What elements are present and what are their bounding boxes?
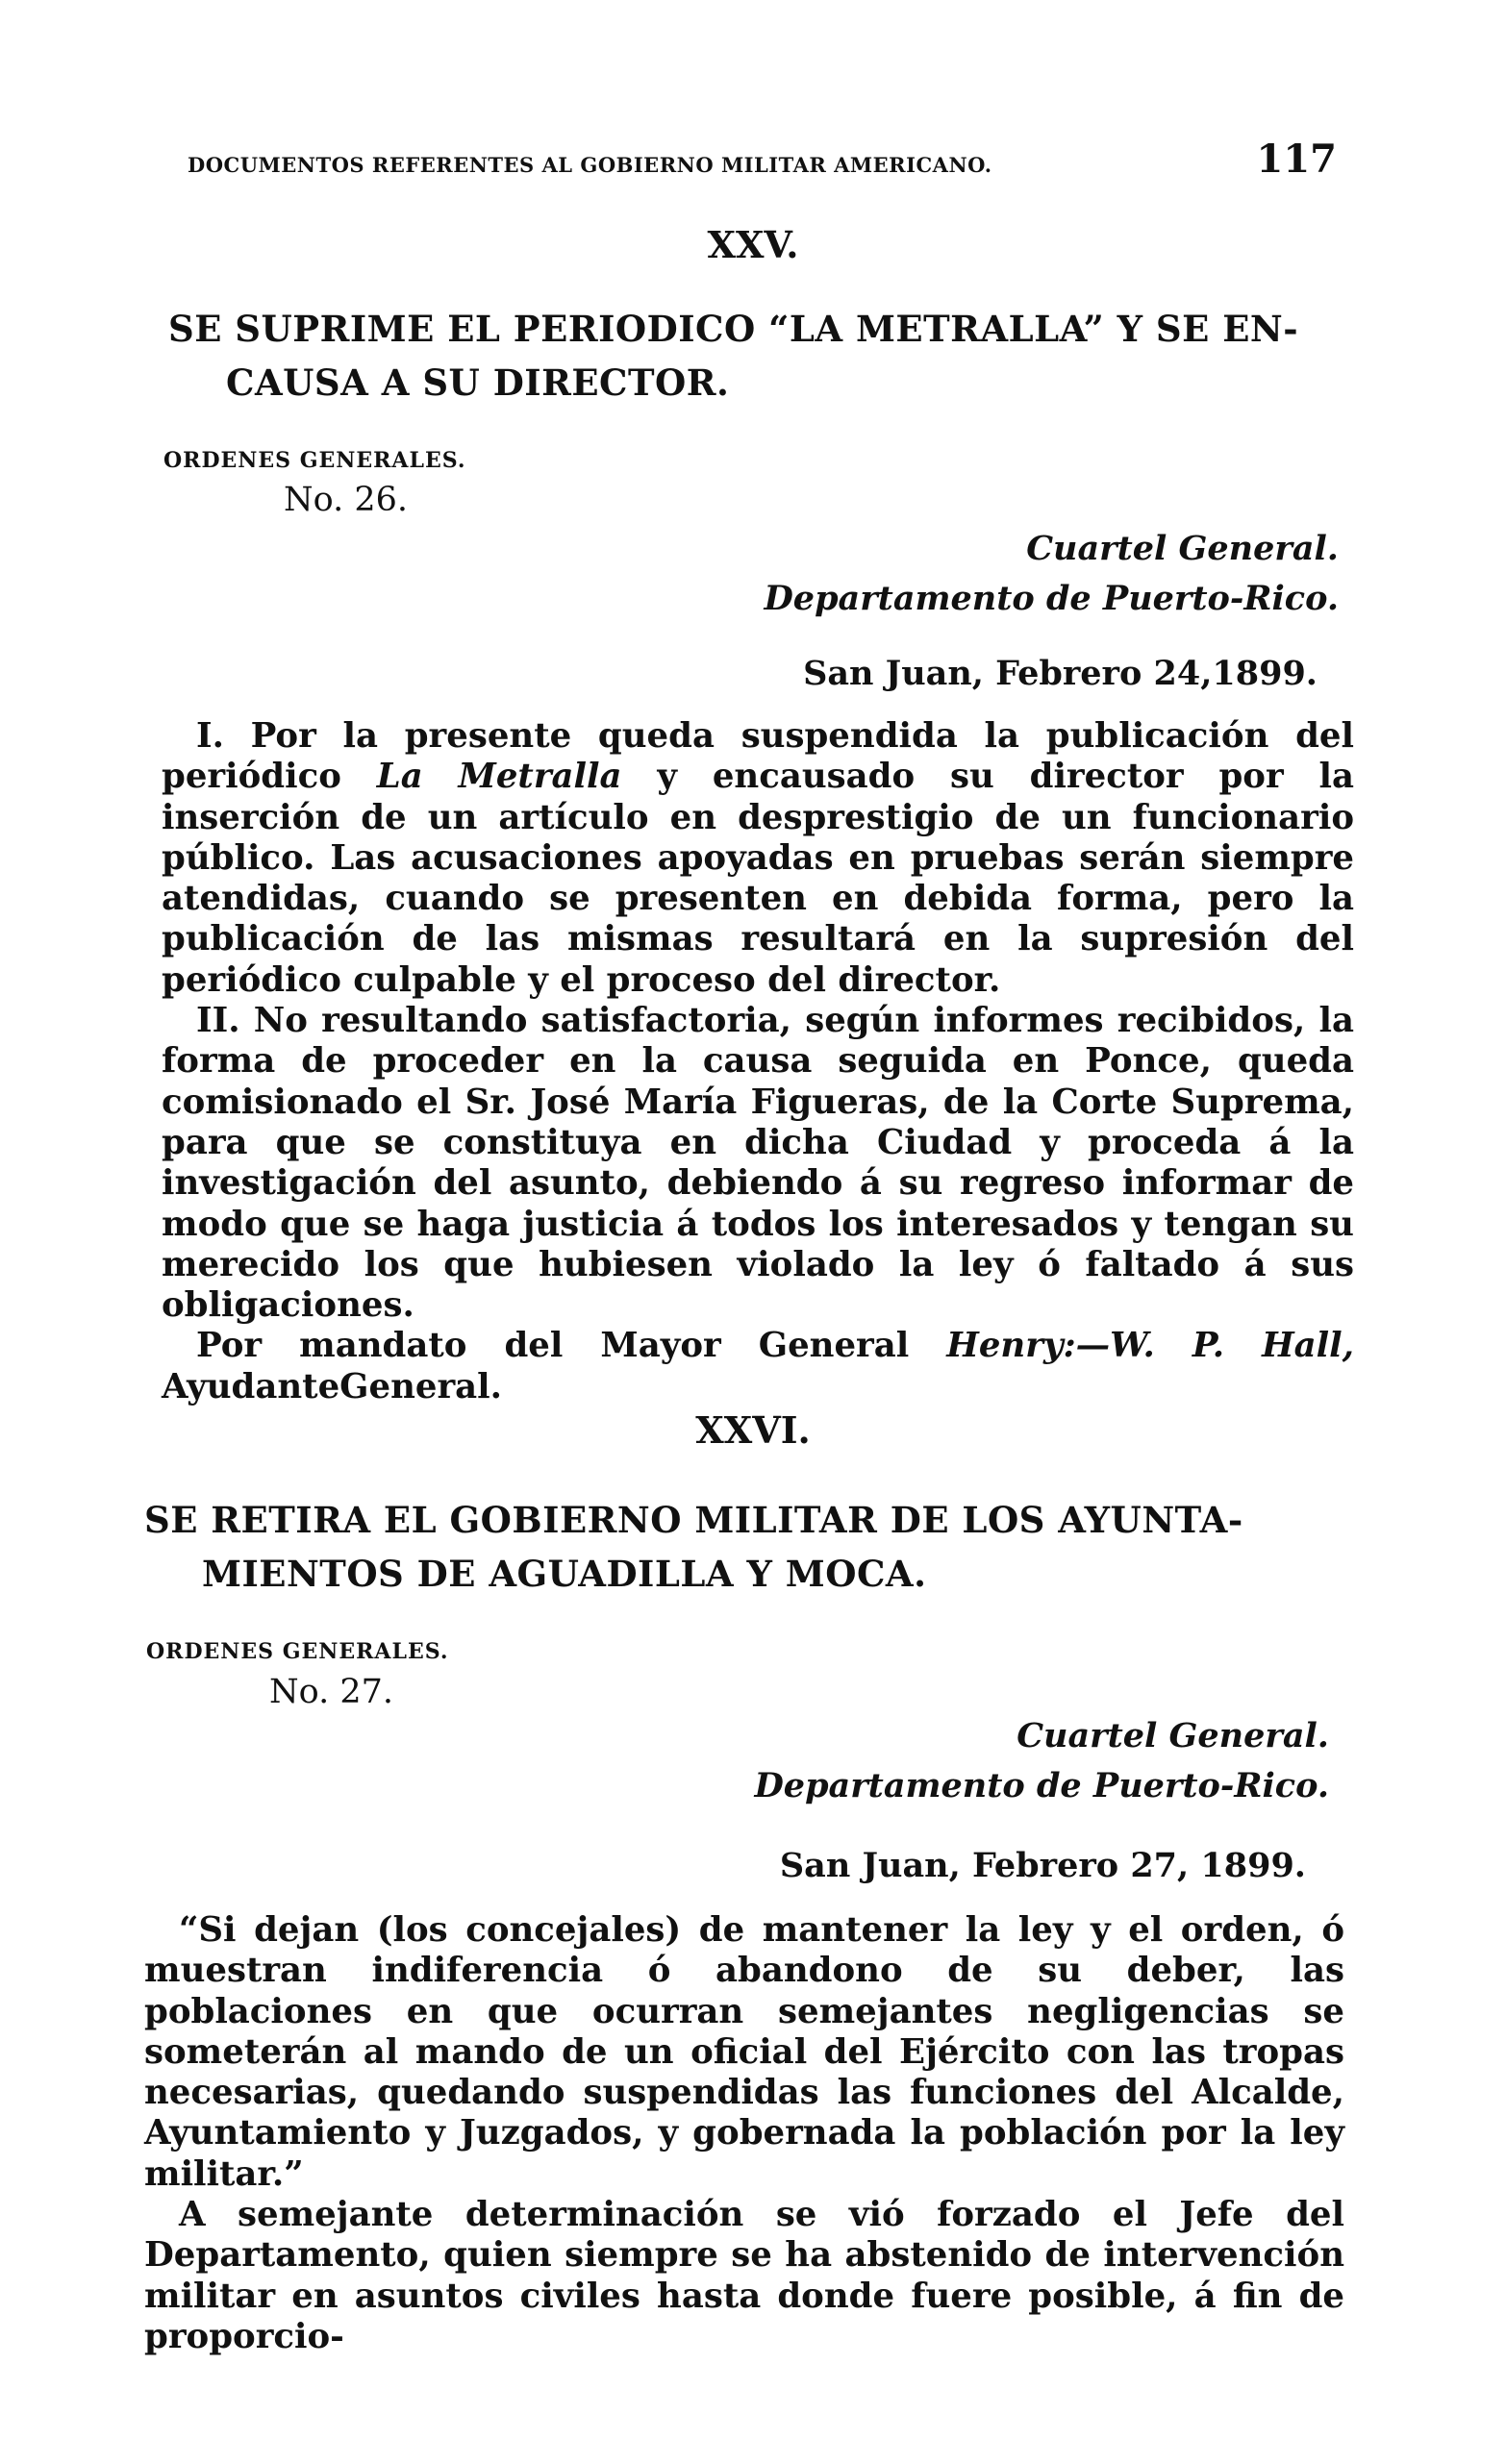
order-date: San Juan, Febrero 24,1899. [803,654,1318,693]
section-title-line2: MIENTOS DE AGUADILLA Y MOCA. [202,1553,927,1595]
headquarters-block [577,1711,1329,1811]
section-numeral-xxv: XXV. [707,223,799,266]
paragraph-text: Por mandato del Mayor General [196,1326,947,1366]
order-date: San Juan, Febrero 27, 1899. [779,1846,1306,1885]
headquarters-block [577,524,1339,624]
signatory-name: Henry:—W. P. Hall, [946,1326,1354,1366]
section-title-xxv [168,302,1361,410]
running-head [188,137,1337,182]
section-numeral-xxvi: XXVI. [695,1408,811,1452]
order-number: No. 26. [284,481,408,519]
newspaper-name: La Metralla [376,757,622,797]
page-number: 117 [1256,137,1337,182]
section-title-line2: CAUSA A SU DIRECTOR. [226,361,730,404]
paragraph [162,716,1354,1001]
section-title-line1: SE SUPRIME EL PERIODICO “LA METRALLA” Y SE EN- [168,308,1299,350]
section-title-line1: SE RETIRA EL GOBIERNO MILITAR DE LOS AYUNTA- [144,1499,1243,1541]
orders-label: ORDENES GENERALES. [146,1639,449,1664]
paragraph: A semejante determinación se vió forzado el Jefe del Departamento, quien siempre se ha abstenido de intervención militar en asuntos civiles hasta donde fuere posible, á fin de proporcio- [144,2195,1344,2356]
hq-line2: Departamento de Puerto-Rico. [754,1766,1329,1805]
signature-paragraph [162,1326,1354,1407]
hq-line1: Cuartel General. [1017,1716,1329,1755]
orders-label: ORDENES GENERALES. [163,448,466,473]
running-head-title: DOCUMENTOS REFERENTES AL GOBIERNO MILITAR AMERICANO. [188,153,992,177]
order-number: No. 27. [269,1673,393,1711]
section1-body [162,716,1354,1407]
quoted-paragraph: “Si dejan (los concejales) de mantener la ley y el orden, ó muestran indiferencia ó abandono de su deber, las poblaciones en que ocurran semejantes negligencias se someterán al mando de un oficial del Ejército con las tropas necesarias, quedando suspendidas las funciones del Alcalde, Ayuntamiento y Juzgados, y gobernada la población por la ley militar.” [144,1910,1344,2194]
hq-line2: Departamento de Puerto-Rico. [764,579,1339,618]
paragraph: II. No resultando satisfactoria, según informes recibidos, la forma de proceder en la causa seguida en Ponce, queda comisionado el Sr. José María Figueras, de la Corte Suprema, para que se constituya en dicha Ciudad y proceda á la investigación del asunto, debiendo á su regreso informar de modo que se haga justicia á todos los interesados y tengan su merecido los que hubiesen violado la ley ó faltado á sus obligaciones. [162,1001,1354,1326]
section2-body [144,1910,1344,2357]
paragraph-text: AyudanteGeneral. [162,1366,503,1406]
paragraph-text: I. Por la presente queda suspendida la publicación del periódico [162,716,1354,797]
paragraph-text: y encausado su director por la inserción de un artículo en desprestigio de un funcionario público. Las acusaciones apoyadas en pruebas serán siempre atendidas, cuando se presenten en debida forma, pero la publicación de las mismas resultará en la supresión del periódico culpable y el proceso del director. [162,757,1354,1000]
section-title-xxvi [144,1493,1356,1601]
hq-line1: Cuartel General. [1026,529,1339,568]
